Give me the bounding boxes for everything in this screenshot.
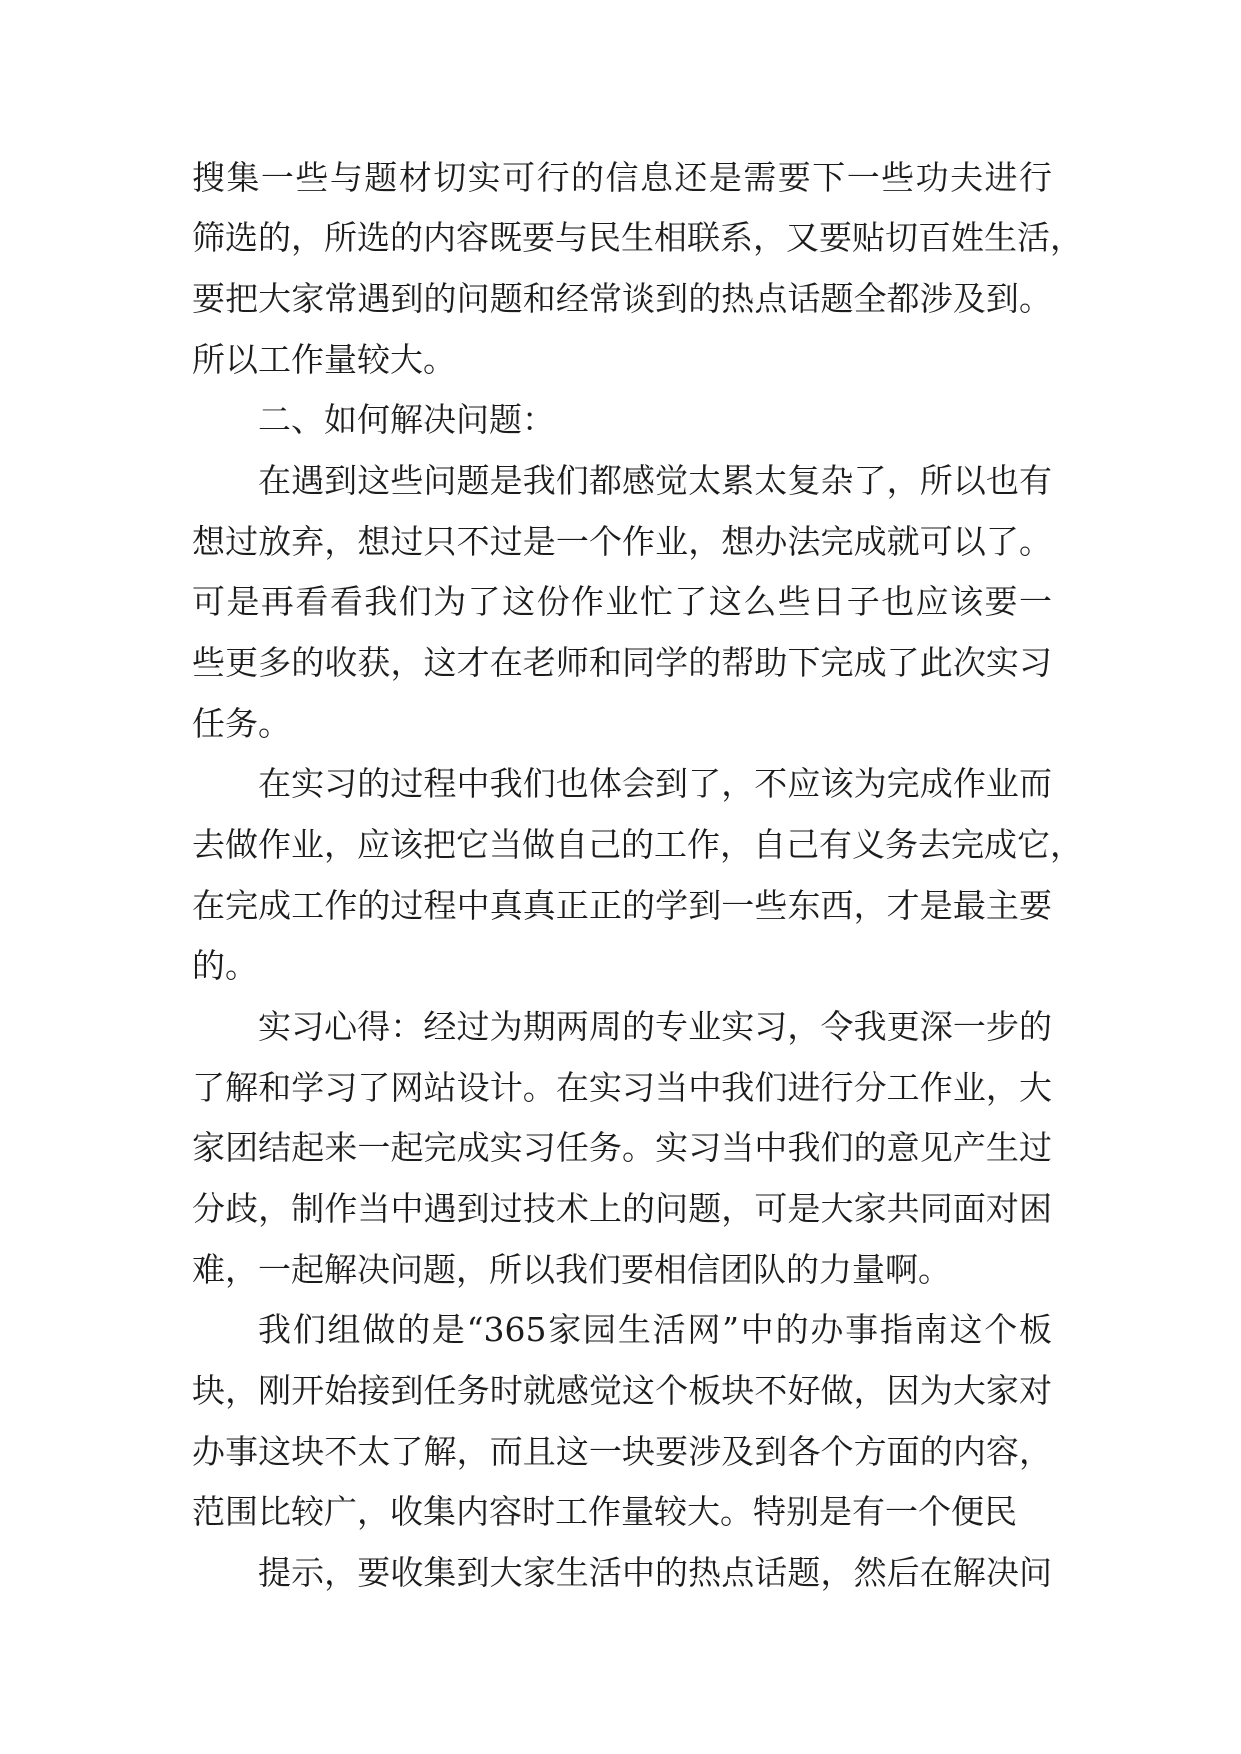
text-line-23: 范围比较广，收集内容时工作量较大。特别是有一个便民 — [192, 1492, 1017, 1531]
text-line-6: 在遇到这些问题是我们都感觉太累太复杂了，所以也有 — [258, 461, 1052, 500]
text-line-24: 提示，要收集到大家生活中的热点话题，然后在解决问 — [258, 1553, 1052, 1592]
text-line-15: 实习心得：经过为期两周的专业实习，令我更深一步的 — [258, 1007, 1052, 1046]
text-line-7: 想过放弃，想过只不过是一个作业，想办法完成就可以了。 — [192, 522, 1052, 561]
text-line-13: 在完成工作的过程中真真正正的学到一些东西，才是最主要 — [192, 886, 1052, 925]
text-line-17: 家团结起来一起完成实习任务。实习当中我们的意见产生过 — [192, 1128, 1052, 1167]
text-line-14: 的。 — [192, 946, 258, 985]
text-line-16: 了解和学习了网站设计。在实习当中我们进行分工作业，大 — [192, 1068, 1052, 1107]
text-line-1: 搜集一些与题材切实可行的信息还是需要下一些功夫进行 — [192, 158, 1052, 197]
text-line-10: 任务。 — [192, 704, 291, 743]
text-line-2: 筛选的，所选的内容既要与民生相联系，又要贴切百姓生活， — [192, 218, 1083, 257]
section-heading: 二、如何解决问题： — [258, 400, 555, 439]
text-line-12: 去做作业，应该把它当做自己的工作，自己有义务去完成它， — [192, 825, 1083, 864]
text-line-20: 我们组做的是“365家园生活网”中的办事指南这个板 — [258, 1310, 1052, 1349]
text-line-9: 些更多的收获，这才在老师和同学的帮助下完成了此次实习 — [192, 643, 1052, 682]
text-line-8: 可是再看看我们为了这份作业忙了这么些日子也应该要一 — [192, 582, 1052, 621]
text-line-3: 要把大家常遇到的问题和经常谈到的热点话题全都涉及到。 — [192, 279, 1052, 318]
text-line-21: 块，刚开始接到任务时就感觉这个板块不好做，因为大家对 — [192, 1371, 1052, 1410]
text-line-11: 在实习的过程中我们也体会到了，不应该为完成作业而 — [258, 764, 1052, 803]
text-line-22: 办事这块不太了解，而且这一块要涉及到各个方面的内容， — [192, 1432, 1052, 1471]
text-line-4: 所以工作量较大。 — [192, 340, 456, 379]
text-line-18: 分歧，制作当中遇到过技术上的问题，可是大家共同面对困 — [192, 1189, 1052, 1228]
text-line-19: 难，一起解决问题，所以我们要相信团队的力量啊。 — [192, 1250, 951, 1289]
